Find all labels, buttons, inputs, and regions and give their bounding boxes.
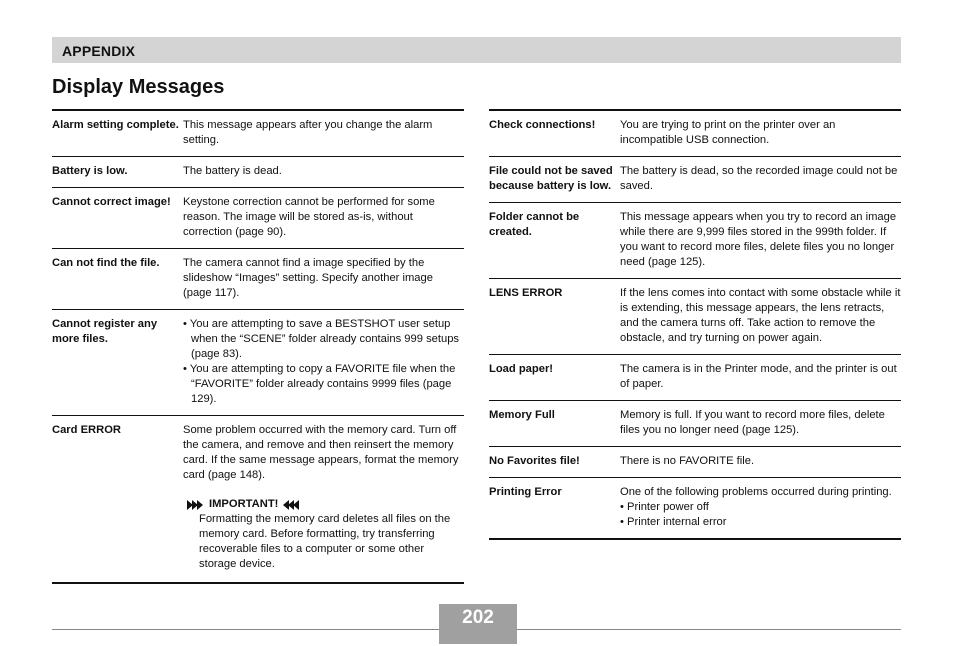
page-number-tab bbox=[439, 630, 517, 644]
description-text: Some problem occurred with the memory card. Turn off the camera, and remove and then reinsert the memory card. If the same message appears, format the memory card (page 148). bbox=[183, 424, 459, 481]
message-description: The camera is in the Printer mode, and the printer is out of paper. bbox=[620, 363, 897, 390]
message-description: Keystone correction cannot be performed for some reason. The image will be stored as-is, without correction (page 90). bbox=[183, 196, 435, 238]
important-text: Formatting the memory card deletes all files on the memory card. Before formatting, try transferring recoverable files to a computer or some other storage device. bbox=[199, 513, 451, 570]
message-description: If the lens comes into contact with some obstacle while it is extending, this message appears, the lens retracts, and the camera turns off. Take action to remove the obstacle, and try turning on power again. bbox=[620, 287, 901, 344]
message-description bbox=[620, 485, 901, 530]
message-term: Card ERROR bbox=[52, 424, 121, 436]
right-message-table bbox=[489, 109, 901, 540]
left-message-table bbox=[52, 109, 464, 584]
message-description: The camera cannot find a image specified by the slideshow “Images” setting. Specify another image (page 117). bbox=[183, 257, 433, 299]
table-row bbox=[489, 354, 901, 400]
message-term: File could not be saved because battery is low. bbox=[489, 165, 613, 192]
message-description: You are trying to print on the printer over an incompatible USB connection. bbox=[620, 119, 836, 146]
double-chevron-left-icon bbox=[283, 500, 300, 510]
bullet-item: • You are attempting to save a BESTSHOT user setup when the “SCENE” folder already contains 999 setups (page 83). bbox=[183, 318, 460, 360]
bullet-item: • You are attempting to copy a FAVORITE file when the “FAVORITE” folder already contains 9999 files (page 129). bbox=[183, 363, 456, 405]
table-row bbox=[489, 400, 901, 446]
message-description: Memory is full. If you want to record more files, delete files you no longer need (page 125). bbox=[620, 409, 885, 436]
important-heading bbox=[187, 497, 464, 512]
message-term: Battery is low. bbox=[52, 165, 128, 177]
description-text: One of the following problems occurred during printing. bbox=[620, 486, 892, 498]
bullet-item: • Printer power off bbox=[620, 501, 709, 513]
message-term: Load paper! bbox=[489, 363, 554, 375]
table-row bbox=[489, 278, 901, 354]
message-term: Alarm setting complete. bbox=[52, 119, 179, 131]
bullet-item: • Printer internal error bbox=[620, 516, 727, 528]
page-number: 202 bbox=[439, 604, 517, 630]
table-row bbox=[52, 415, 464, 582]
message-term: Check connections! bbox=[489, 119, 596, 131]
section-label: APPENDIX bbox=[62, 43, 136, 59]
double-chevron-right-icon bbox=[187, 500, 204, 510]
table-row bbox=[489, 202, 901, 278]
table-row bbox=[489, 446, 901, 477]
message-description bbox=[183, 317, 464, 407]
table-row bbox=[52, 187, 464, 248]
message-description: There is no FAVORITE file. bbox=[620, 455, 755, 467]
table-row bbox=[489, 156, 901, 202]
message-term: LENS ERROR bbox=[489, 287, 563, 299]
message-description: The battery is dead, so the recorded image could not be saved. bbox=[620, 165, 898, 192]
section-header-bar bbox=[52, 37, 901, 63]
table-row bbox=[52, 156, 464, 187]
message-term: Folder cannot be created. bbox=[489, 211, 580, 238]
table-row bbox=[489, 477, 901, 538]
table-row bbox=[489, 111, 901, 156]
table-row bbox=[52, 111, 464, 156]
table-row bbox=[52, 309, 464, 415]
table-row bbox=[52, 248, 464, 309]
message-term: Cannot correct image! bbox=[52, 196, 171, 208]
message-description: The battery is dead. bbox=[183, 165, 282, 177]
important-label: IMPORTANT! bbox=[209, 498, 279, 510]
message-description: This message appears after you change the alarm setting. bbox=[183, 119, 433, 146]
important-note bbox=[183, 497, 464, 572]
message-term: Memory Full bbox=[489, 409, 555, 421]
message-term: Cannot register any more files. bbox=[52, 318, 158, 345]
page-title: Display Messages bbox=[52, 76, 225, 98]
message-description: This message appears when you try to record an image while there are 9,999 files stored in the 999th folder. If you want to record more files, delete files you no longer need (page 125). bbox=[620, 211, 897, 268]
message-term: Can not find the file. bbox=[52, 257, 160, 269]
message-description bbox=[183, 423, 464, 572]
message-term: No Favorites file! bbox=[489, 455, 580, 467]
message-term: Printing Error bbox=[489, 486, 562, 498]
